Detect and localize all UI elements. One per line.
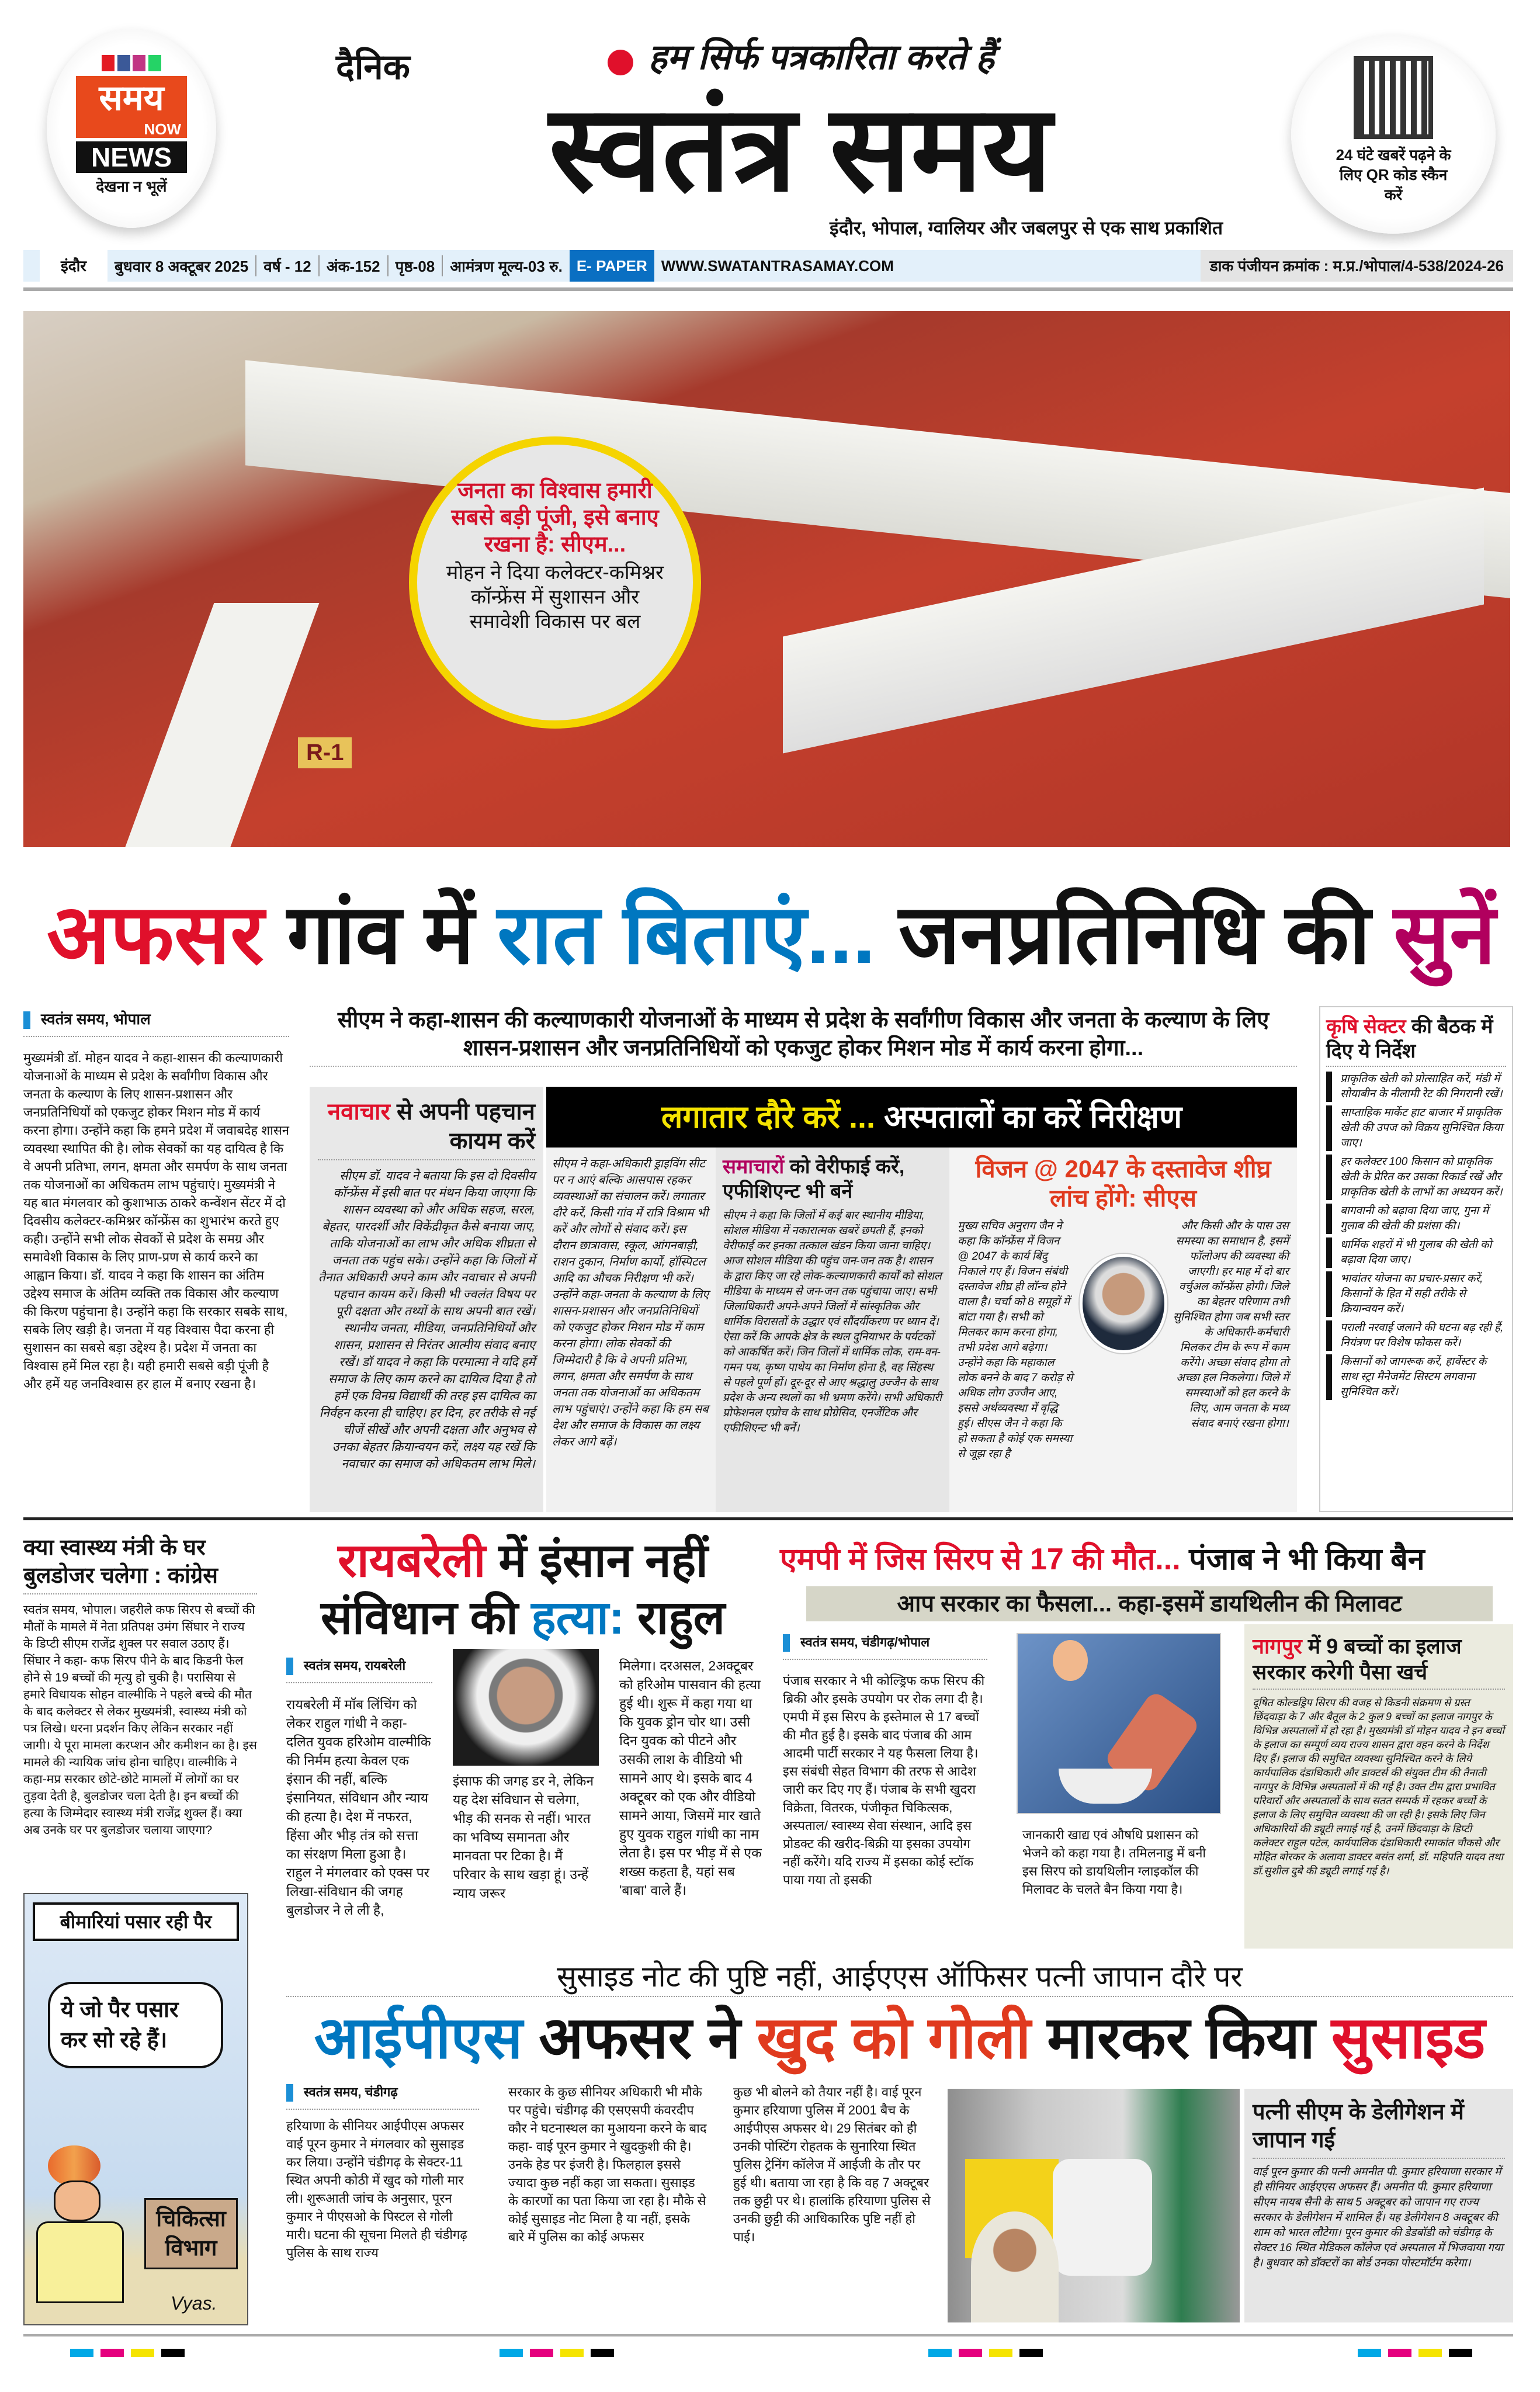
- logo-brand: समय: [99, 78, 164, 117]
- headline-part: आईपीएस: [314, 2005, 523, 2071]
- social-icons: [47, 55, 216, 71]
- directive: बागवानी को बढ़ावा दिया जाए, गुना में गुलाब की खेती की प्रशंसा की।: [1326, 1204, 1506, 1234]
- innovation-box: [310, 1087, 543, 1512]
- caption-bubble: [409, 436, 701, 729]
- vision-title: विजन @ 2047 के दस्तावेज शीघ्र लांच होंगे: सीएस: [975, 1155, 1271, 1212]
- epaper-button[interactable]: E- PAPER: [570, 250, 654, 282]
- headline-part: सुसाइड: [1331, 2005, 1486, 2071]
- nagpur-title: [1253, 1634, 1505, 1690]
- newspaper-title: स्वतंत्र समय: [549, 82, 1052, 216]
- issue-date: बुधवार 8 अक्टूबर 2025: [107, 255, 256, 276]
- editions-line: इंदौर, भोपाल, ग्वालियर और जबलपुर से एक साथ प्रकाशित: [830, 217, 1223, 238]
- syrup-subhead: आप सरकार का फैसला... कहा-इसमें डायथिलीन की मिलावट: [806, 1586, 1493, 1621]
- rahul-headline: [280, 1532, 765, 1646]
- congress-story: [23, 1534, 257, 1839]
- logo-news: NEWS: [76, 141, 187, 173]
- rahul-col-1: [286, 1656, 432, 1919]
- directive: भावांतर योजना का प्रचार-प्रसार करें, किसानों के हित में सही तरीके से क्रियान्वयन करें।: [1326, 1271, 1506, 1317]
- title-highlight: नागपुर: [1253, 1634, 1302, 1658]
- lead-body: मुख्यमंत्री डॉ. मोहन यादव ने कहा-शासन की कल्याणकारी योजनाओं के माध्यम से प्रदेश के सर्वांगीण विकास और जनता के कल्याण के लिए शासन-प्रशासन और जनप्रतिनिधियों को एकजुट होकर मिशन मोड में कार्य करना होगा। उन्होंने कहा कि हमने प्रदेश में जवाबदेह शासन व्यवस्था स्थापित की है। लोक सेवकों का यह दायित्व है कि वे अपनी प्रतिभा, लगन, क्षमता और समर्पण के साथ जनता तक योजनाओं का अधिकतम लाभ पहुंचाएं। मुख्यमंत्री ने यह बात मंगलवार को कुशाभाऊ ठाकरे कन्वेंशन सेंटर में दो दिवसीय कलेक्टर-कमिश्नर कॉन्फ्रेंस का शुभारंभ करते हुए कही। उन्होंने सभी लोक सेवकों से प्रदेश के समग्र और समावेशी विकास के लिए प्राण-प्रण से कार्य करने का आह्वान किया। डॉ. यादव ने कहा कि शासन का अंतिम उद्देश्य समाज के अंतिम व्यक्ति तक विकास और कल्याण की किरण पहुंचाना है। उन्होंने कहा कि सरकार सबके साथ, सबके लिए खड़ी है। जनता में यह विश्वास पैदा करना ही सुशासन का सबसे बड़ा उद्देश्य है। प्रदेश में जनता का विश्वास हमें मिल रहा है। यही हमारी सबसे बड़ी पूंजी है और हमें यह जनविश्वास हर हाल में बनाए रखना है।: [23, 1051, 289, 1392]
- cartoon-man: [36, 2145, 136, 2297]
- main-headline: [29, 879, 1513, 990]
- rahul-body: रायबरेली में मॉब लिंचिंग को लेकर राहुल गांधी ने कहा-दलित युवक हरिओम वाल्मीकि की निर्मम हत्या केवल एक इंसान की नहीं, बल्कि इंसानियत, संविधान और न्याय की हत्या है। देश में नफरत, हिंसा और भीड़ तंत्र को सत्ता का संरक्षण मिला हुआ है। राहुल ने मंगलवार को एक्स पर लिखा-संविधान की जगह बुलडोजर ने ले ली है,: [286, 1697, 431, 1918]
- headline-part: गांव में: [287, 888, 474, 981]
- syrup-body: जानकारी खाद्य एवं औषधि प्रशासन को भेजने को कहा गया है। तमिलनाडु में बनी इस सिरप को डायथिलीन ग्लाइकॉल की मिलावट के चलते बैन किया गया है।: [1022, 1828, 1206, 1897]
- rahul-photo: [453, 1649, 599, 1766]
- dateline: स्वतंत्र समय, रायबरेली: [286, 1656, 432, 1683]
- syrup-headline: [780, 1537, 1516, 1582]
- title-part: में इंसान नहीं: [498, 1534, 708, 1586]
- qr-text: 24 घंटे खबरें पढ़ने के लिए QR कोड स्कैन करें: [1336, 146, 1451, 203]
- agri-directives: [1326, 1072, 1506, 1400]
- wife-body: वाई पूरन कुमार की पत्नी अमनीत पी. कुमार हरियाणा सरकार में ही सीनियर आईएएस अफसर हैं। अमनीत पी. कुमार हरियाणा सीएम नायब सैनी के साथ 5 अक्टूबर को जापान गए राज्य सरकार के डेलीगेशन में शामिल हैं। यह डेलीगेशन 8 अक्टूबर की शाम को भारत लौटेगा। पूरन कुमार की डेडबॉडी को चंडीगढ़ के सेक्टर 16 स्थित मेडिकल कॉलेज एवं अस्पताल में भिजवाया गया है। बुधवार को डॉक्टरों का बोर्ड उनका पोस्टमॉर्टम करेगा।: [1253, 2166, 1503, 2269]
- congress-title: क्या स्वास्थ्य मंत्री के घर बुलडोजर चलेगा : कांग्रेस: [23, 1534, 257, 1594]
- verify-body: सीएम ने कहा कि जिलों में कई बार स्थानीय मीडिया, सोशल मीडिया में नकारात्मक खबरें छपती हैं, इनको वेरीफाई कर इनका तत्काल खंडन किया जाना चाहिए। आज सोशल मीडिया की पहुंच जन-जन तक है। शासन के द्वारा किए जा रहे लोक-कल्याणकारी कार्यों को सोशल मीडिया के माध्यम से जन-जन तक पहुंचाया जाए। सभी जिलाधिकारी अपने-अपने जिलों में सांस्कृतिक और धार्मिक विरासतों के उद्धार एवं सौंदर्यीकरण पर ध्यान दें। ऐसा करें कि आपके क्षेत्र के स्थल दुनियाभर के पर्यटकों को आकर्षित करें। जिन जिलों में धार्मिक लोक, राम-वन-गमन पथ, कृष्ण पाथेय का निर्माण होना है, वह सिंहस्थ से पहले पूर्ण हों। दूर-दूर से आए श्रद्धालु उज्जैन के साथ प्रदेश के अन्य स्थलों का भी भ्रमण करेंगे। सभी अधिकारी प्रोफेशनल एप्रोच के साथ प्रोग्रेसिव, एनर्जेटिक और एफीशिएन्ट भी बनें।: [723, 1209, 942, 1434]
- cartoon-caption: बीमारियां पसार रही पैर: [33, 1902, 239, 1941]
- verify-title: [723, 1155, 942, 1204]
- postal-registration: डाक पंजीयन क्रमांक : म.प्र./भोपाल/4-538/2024-26: [1201, 250, 1513, 282]
- footer-rule: [23, 2334, 1513, 2336]
- banner-white: अस्पतालों का करें निरीक्षण: [884, 1100, 1182, 1135]
- police-officer: [971, 2211, 1059, 2322]
- tours-banner: [546, 1087, 1297, 1148]
- ips-body: सरकार के कुछ सीनियर अधिकारी भी मौके पर पहुंचे। चंडीगढ़ की एसएसपी कंवरदीप कौर ने घटनास्थल का मुआयना करने के बाद कहा- वाई पूरन कुमार ने खुदकुशी की है। उनके हेड पर इंजरी है। फिलहाल इससे ज्यादा कुछ नहीं कहा जा सकता। सुसाइड के कारणों का पता किया जा रहा है। मौके से कोई सुसाइड नोट मिला है या नहीं, इसके बारे में पुलिस का कोई अफसर: [508, 2085, 707, 2244]
- department-sign: चिकित्सा विभाग: [144, 2198, 238, 2269]
- ips-body: हरियाणा के सीनियर आईपीएस अफसर वाई पूरन कुमार ने मंगलवार को सुसाइड कर लिया। उन्होंने चंडीगढ़ के सेक्टर-11 स्थित अपनी कोठी में खुद को गोली मार ली। शुरूआती जांच के अनुसार, पूरन कुमार ने पीएसओ के पिस्टल से गोली मारी। घटना की सूचना मिलते ही चंडीगढ़ पुलिस के साथ राज्य: [286, 2119, 467, 2261]
- logo-tagline: देखना न भूलें: [96, 178, 167, 195]
- dateline: स्वतंत्र समय, चंडीगढ़/भोपाल: [783, 1633, 987, 1660]
- ips-kicker: सुसाइड नोट की पुष्टि नहीं, आईएएस ऑफिसर पत्नी जापान दौरे पर: [286, 1957, 1513, 1997]
- tours-body: सीएम ने कहा-अधिकारी ड्राइविंग सीट पर न आएं बल्कि आसपास रहकर व्यवस्थाओं का संचालन करें। लगातार दौरे करें, किसी गांव में रात्रि विश्राम भी करें और लोगों से संवाद करें। इस दौरान छात्रावास, स्कूल, आंगनबाड़ी, राशन दुकान, निर्माण कार्यों, हॉस्पिटल आदि का औचक निरीक्षण भी करें। उन्होंने कहा-जनता के कल्याण के लिए शासन-प्रशासन और जनप्रतिनिधियों को एकजुट होकर मिशन मोड में काम करना होगा। लोक सेवकों की जिम्मेदारी है कि वे अपनी प्रतिभा, लगन, क्षमता और समर्पण के साथ जनता तक योजनाओं का अधिकतम लाभ पहुंचाएं। उन्होंने कहा कि हम सब देश और समाज के विकास का लक्ष्य लेकर आगे बढ़ें।: [552, 1157, 709, 1448]
- section-divider: [23, 1517, 1513, 1520]
- directive: पराली नरवाई जलाने की घटना बढ़ रही हैं, नियंत्रण पर विशेष फोकस करें।: [1326, 1320, 1506, 1351]
- title-highlight: एमपी में जिस सिरप से 17 की मौत...: [780, 1542, 1181, 1576]
- divider: [23, 287, 1513, 291]
- directive: प्राकृतिक खेती को प्रोत्साहित करें, मंडी में सोयाबीन के नीलामी रेट की निगरानी रखें।: [1326, 1072, 1506, 1102]
- facebook-icon[interactable]: [117, 55, 130, 71]
- slogan: हम सिर्फ पत्रकारिता करते हैं: [648, 37, 995, 77]
- lead-subhead: सीएम ने कहा-शासन की कल्याणकारी योजनाओं के माध्यम से प्रदेश के सर्वांगीण विकास और जनता के कल्याण के लिए शासन-प्रशासन और जनप्रतिनिधियों को एकजुट होकर मिशन मोड में कार्य करना होगा...: [310, 1006, 1297, 1067]
- chief-secretary-photo: [1080, 1254, 1167, 1353]
- rahul-body: इंसाफ की जगह डर ने, लेकिन यह देश संविधान से चलेगा, भीड़ की सनक से नहीं। भारत का भविष्य समानता और मानवता पर टिका है। मैं परिवार के साथ खड़ा हूं। उन्हें न्याय जरूर: [453, 1773, 594, 1901]
- ips-headline: [286, 2001, 1513, 2075]
- headline-part: अफसर: [46, 888, 264, 981]
- agriculture-box: [1319, 1006, 1513, 1512]
- cartoonist-signature: Vyas.: [171, 2293, 217, 2314]
- verify-column: [716, 1148, 949, 1512]
- red-dot-icon: [608, 50, 633, 75]
- banner-yellow: लगातार दौरे करें ...: [661, 1100, 876, 1135]
- headline-part: खुद को गोली: [757, 2005, 1031, 2071]
- vision-body-left: मुख्य सचिव अनुराग जैन ने कहा कि कॉन्फ्रेंस में विजन @ 2047 के कार्य बिंदु निकाले गए हैं। विजन संबंधी दस्तावेज शीघ्र ही लॉन्च होने वाला है। चर्चा को 8 समूहों में बांटा गया है। सभी को मिलकर काम करना होगा, तभी प्रदेश आगे बढ़ेगा। उन्होंने कहा कि महाकाल लोक बनने के बाद 7 करोड़ से अधिक लोग उज्जैन आए, इससे अर्थव्यवस्था में वृद्धि हुई। सीएस जैन ने कहा कि हो सकता है कोई एक समस्या से जूझ रहा है: [958, 1220, 1073, 1460]
- title-highlight: रायबरेली: [338, 1534, 486, 1586]
- qr-code-icon[interactable]: [1358, 61, 1428, 134]
- vision-body-right: और किसी और के पास उस समस्या का समाधान है, इसमें फॉलोअप की व्यवस्था की जाएगी। हर माह में दो बार वर्चुअल कॉन्फ्रेंस होगी। जिले का बेहतर परिणाम तभी सुनिश्चित होगा जब सभी स्तर के अधिकारी-कर्मचारी मिलकर टीम के रूप में काम करेंगे। अच्छा संवाद होगा तो अच्छा हल निकलेगा। जिले में समस्याओं को हल करने के लिए, आम जनता के मध्य संवाद बनाएं रखना होगा।: [1173, 1220, 1289, 1430]
- dateline: स्वतंत्र समय, चंडीगढ़: [286, 2083, 479, 2110]
- dateline: स्वतंत्र समय, भोपाल: [23, 1008, 289, 1037]
- website-link[interactable]: WWW.SWATANTRASAMAY.COM: [661, 256, 894, 275]
- title-highlight: कृषि सेक्टर: [1326, 1015, 1406, 1038]
- title-part: संविधान की: [320, 1592, 518, 1644]
- lead-story: [23, 1008, 289, 1393]
- headline-part: जनप्रतिनिधि की: [899, 888, 1371, 981]
- innovation-title: [318, 1097, 535, 1160]
- logo-now: NOW: [144, 120, 181, 138]
- syrup-illustration: [1017, 1633, 1221, 1814]
- conference-photo: [23, 311, 1510, 847]
- headline-part: अफसर ने: [539, 2005, 741, 2071]
- whatsapp-icon[interactable]: [148, 55, 161, 71]
- table-label: R-1: [298, 737, 352, 768]
- syrup-body: पंजाब सरकार ने भी कोल्ड्रिफ कफ सिरप की ब्रिकी और इसके उपयोग पर रोक लगा दी है। एमपी में इस सिरप के इस्तेमाल से 17 बच्चों की मौत हुई है। इसके बाद पंजाब की आम आदमी पार्टी सरकार ने यह फैसला लिया है। इस संबंधी सेहत विभाग की तरफ से आदेश जारी कर दिए गए हैं। पंजाब के सभी खुदरा विक्रेता, वितरक, पंजीकृत चिकित्सक, अस्पताल/ स्वास्थ्य सेवा संस्थान, आदि इस प्रोडक्ट की खरीद-बिक्री या इसका उपयोग नहीं करेंगे। यदि राज्य में इसका कोई स्टॉक पाया गया तो इसकी: [783, 1673, 985, 1888]
- caption-summary: मोहन ने दिया कलेक्टर-कमिश्नर कॉन्फ्रेंस में सुशासन और समावेशी विकास पर बल: [446, 561, 664, 633]
- headline-part: मारकर किया: [1047, 2005, 1315, 2071]
- directive: साप्ताहिक मार्केट हाट बाजार में प्राकृतिक खेती की उपज को विक्रय सुनिश्चित किया जाए।: [1326, 1105, 1506, 1151]
- innovation-body: सीएम डॉ. यादव ने बताया कि इस दो दिवसीय कॉन्फ्रेंस में इसी बात पर मंथन किया जाएगा कि शासन व्यवस्था को और अधिक सहज, सरल, बेहतर, पारदर्शी और विकेंद्रीकृत कैसे बनाया जाए, ताकि योजनाओं का लाभ और अधिक शीघ्रता से जनता तक पहुंच सके। उन्होंने कहा कि जिलों में तैनात अधिकारी अपने काम और नवाचार से अपनी पहचान कायम करें। किसी भी ज्वलंत विषय पर पूरी दक्षता और तथ्यों के साथ अपनी बात रखें। स्थानीय जनता, मीडिया, जनप्रतिनिधियों और शासन, प्रशासन से निरंतर आत्मीय संवाद बनाए रखें। डॉ यादव ने कहा कि परमात्मा ने यदि हमें समाज के लिए काम करने का दायित्व दिया है तो हमें एक विनम्र विद्यार्थी की तरह इस दायित्व का निर्वहन करना ही चाहिए। हर दिन, हर तरीके से नई चीजें सीखें और अपनी दक्षता और अनुभव से उनका बेहतर क्रियान्वयन करें, लक्ष्य यह रखें कि नवाचार का समाज को अधिकतम लाभ मिले।: [318, 1169, 535, 1471]
- instagram-icon[interactable]: [133, 55, 145, 71]
- congress-body: स्वतंत्र समय, भोपाल। जहरीले कफ सिरप से बच्चों की मौतों के मामले में नेता प्रतिपक्ष उमंग सिंघार ने राज्य के डिप्टी सीएम राजेंद्र शुक्ल पर सवाल उठाए हैं। सिंघार ने कहा- कफ सिरप पीने के बाद किडनी फेल होने से 19 बच्चों की मृत्यु हो चुकी है। परासिया से हमारे विधायक सोहन वाल्मीकि ने पहले बच्चे की मौत के बाद कलेक्टर से लेकर मुख्यमंत्री, स्वास्थ्य मंत्री को पत्र लिखे। धरना प्रदर्शन किए लेकिन सरकार नहीं जागी। ये पूरा मामला करप्शन और कमीशन का है। इस मामले की न्यायिक जांच होना चाहिए। वाल्मीकि ने कहा-मप्र सरकार छोटे-छोटे मामलों में लोगों का घर तुड़वा देती है, बुलडोजर चला देती है। इन बच्चों की हत्या के जिम्मेदार स्वास्थ्य मंत्री राजेंद्र शुक्ल हैं। क्या अब उनके घर पर बुलडोजर चलाया जाएगा?: [23, 1603, 257, 1837]
- headline-part: रात बिताएं...: [497, 888, 876, 981]
- nagpur-box: [1244, 1624, 1513, 1949]
- title-rest: को वेरीफाई करें, एफीशिएन्ट भी बनें: [723, 1156, 905, 1202]
- wife-box: [1244, 2089, 1513, 2322]
- title-highlight: हत्या:: [531, 1592, 625, 1644]
- tours-column: [546, 1148, 716, 1512]
- title-part: पंजाब ने भी किया बैन: [1189, 1542, 1425, 1576]
- youtube-icon[interactable]: [102, 55, 115, 71]
- registration-marks: [70, 2349, 1472, 2357]
- info-bar: [23, 250, 1513, 282]
- daily-label: दैनिक: [336, 47, 410, 86]
- headline-part: सुनें: [1393, 888, 1496, 981]
- title-rest: की बैठक में दिए ये निर्देश: [1326, 1015, 1493, 1062]
- title-part: राहुल: [637, 1592, 726, 1644]
- agri-title: [1326, 1014, 1506, 1067]
- page-count: पृष्ठ-08: [389, 255, 443, 276]
- vision-box: [949, 1148, 1297, 1512]
- samay-now-logo[interactable]: [47, 29, 216, 228]
- directive: धार्मिक शहरों में भी गुलाब की खेती को बढ़ावा दिया जाए।: [1326, 1237, 1506, 1268]
- year: वर्ष - 12: [256, 255, 320, 276]
- title-highlight: नवाचार: [327, 1099, 390, 1125]
- ips-body: कुछ भी बोलने को तैयार नहीं है। वाई पूरन कुमार हरियाणा पुलिस में 2001 बैच के आईपीएस अफसर थे। 29 सितंबर को ही उनकी पोस्टिंग रोहतक के सुनारिया स्थित पुलिस ट्रेनिंग कॉलेज में आईजी के तौर पर हुई थी। बताया जा रहा है कि वह 7 अक्टूबर तक छुट्टी पर थे। हालांकि हरियाणा पुलिस से उनकी छुट्टी की आधिकारिक पुष्टि नहीं हो पाई।: [733, 2085, 931, 2244]
- title-highlight: समाचारों: [723, 1156, 785, 1178]
- title-rest: में 9 बच्चों का इलाज सरकार करेगी पैसा खर्च: [1253, 1634, 1462, 1684]
- speech-bubble: ये जो पैर पसार कर सो रहे हैं।: [48, 1982, 223, 2068]
- qr-block[interactable]: [1291, 35, 1496, 234]
- ips-col-1: [286, 2083, 479, 2262]
- title-rest: से अपनी पहचान कायम करें: [396, 1099, 535, 1154]
- syrup-col-1: [783, 1633, 987, 1889]
- ambulance-photo: [948, 2089, 1240, 2322]
- edition-city: इंदौर: [40, 250, 107, 282]
- directive: हर कलेक्टर 100 किसान को प्राकृतिक खेती के प्रेरित कर उसका रिकार्ड रखें और प्राकृतिक खेती के लाभों का अध्ययन करें।: [1326, 1155, 1506, 1200]
- rahul-body: मिलेगा। दरअसल, 2अक्टूबर को हरिओम पासवान की हत्या हुई थी। शुरू में कहा गया था कि युवक ड्रोन चोर था। उसी दिन युवक को पीटने और उसकी लाश के वीडियो भी सामने आए थे। इसके बाद 4 अक्टूबर को एक और वीडियो सामने आया, जिसमें मार खाते हुए युवक राहुल गांधी का नाम लेता है। इस पर भीड़ में से एक शख्स कहता है, यहां सब 'बाबा' वाले हैं।: [619, 1658, 762, 1898]
- directive: किसानों को जागरूक करें, हार्वेस्टर के साथ स्ट्रा मैनेजमेंट सिस्टम लगवाना सुनिश्चित करें।: [1326, 1354, 1506, 1400]
- nagpur-body: दूषित कोल्डड्रिप सिरप की वजह से किडनी संक्रमण से ग्रस्त छिंदवाड़ा के 7 और बैतूल के 2 कुल 9 बच्चों का इलाज नागपुर के विभिन्न अस्पतालों में हो रहा है। मुख्यमंत्री डॉ मोहन यादव ने इन बच्चों के इलाज का सम्पूर्ण व्यय राज्य शासन द्वारा वहन करने के निर्देश दिए हैं। इलाज की समुचित व्यवस्था सुनिश्चित करने के लिये कार्यपालिक दंडाधिकारी और डाक्टर्स की संयुक्त टीम की तैनाती नागपुर के विभिन्न अस्पतालों में की गई है। उक्त टीम द्वारा प्रभावित परिवारों और अस्पतालों के साथ सतत सम्पर्क में रहकर बच्चों के इलाज के लिए समुचित व्यवस्था की जा रही है। इसके लिए जिन अधिकारियों की ड्यूटी लगाई गई है, उनमें छिंदवाड़ा के डिप्टी कलेक्टर राहुल पटेल, कार्यपालिक दंडाधिकारी रमाकांत चौकसे और मोहित बोरकर के अलावा डाक्टर बसंत शर्मा, डॉ. महिपति यादव तथा डॉ.सुशील दुबे की ड्यूटी लगाई गई है।: [1253, 1697, 1504, 1877]
- issue-number: अंक-152: [320, 255, 389, 276]
- wife-title: पत्नी सीएम के डेलीगेशन में जापान गई: [1253, 2098, 1505, 2159]
- cartoon: [23, 1893, 248, 2325]
- price: आमंत्रण मूल्य-03 रु.: [450, 258, 563, 275]
- caption-quote: जनता का विश्वास हमारी सबसे बड़ी पूंजी, इसे बनाए रखना है: सीएम...: [451, 479, 659, 557]
